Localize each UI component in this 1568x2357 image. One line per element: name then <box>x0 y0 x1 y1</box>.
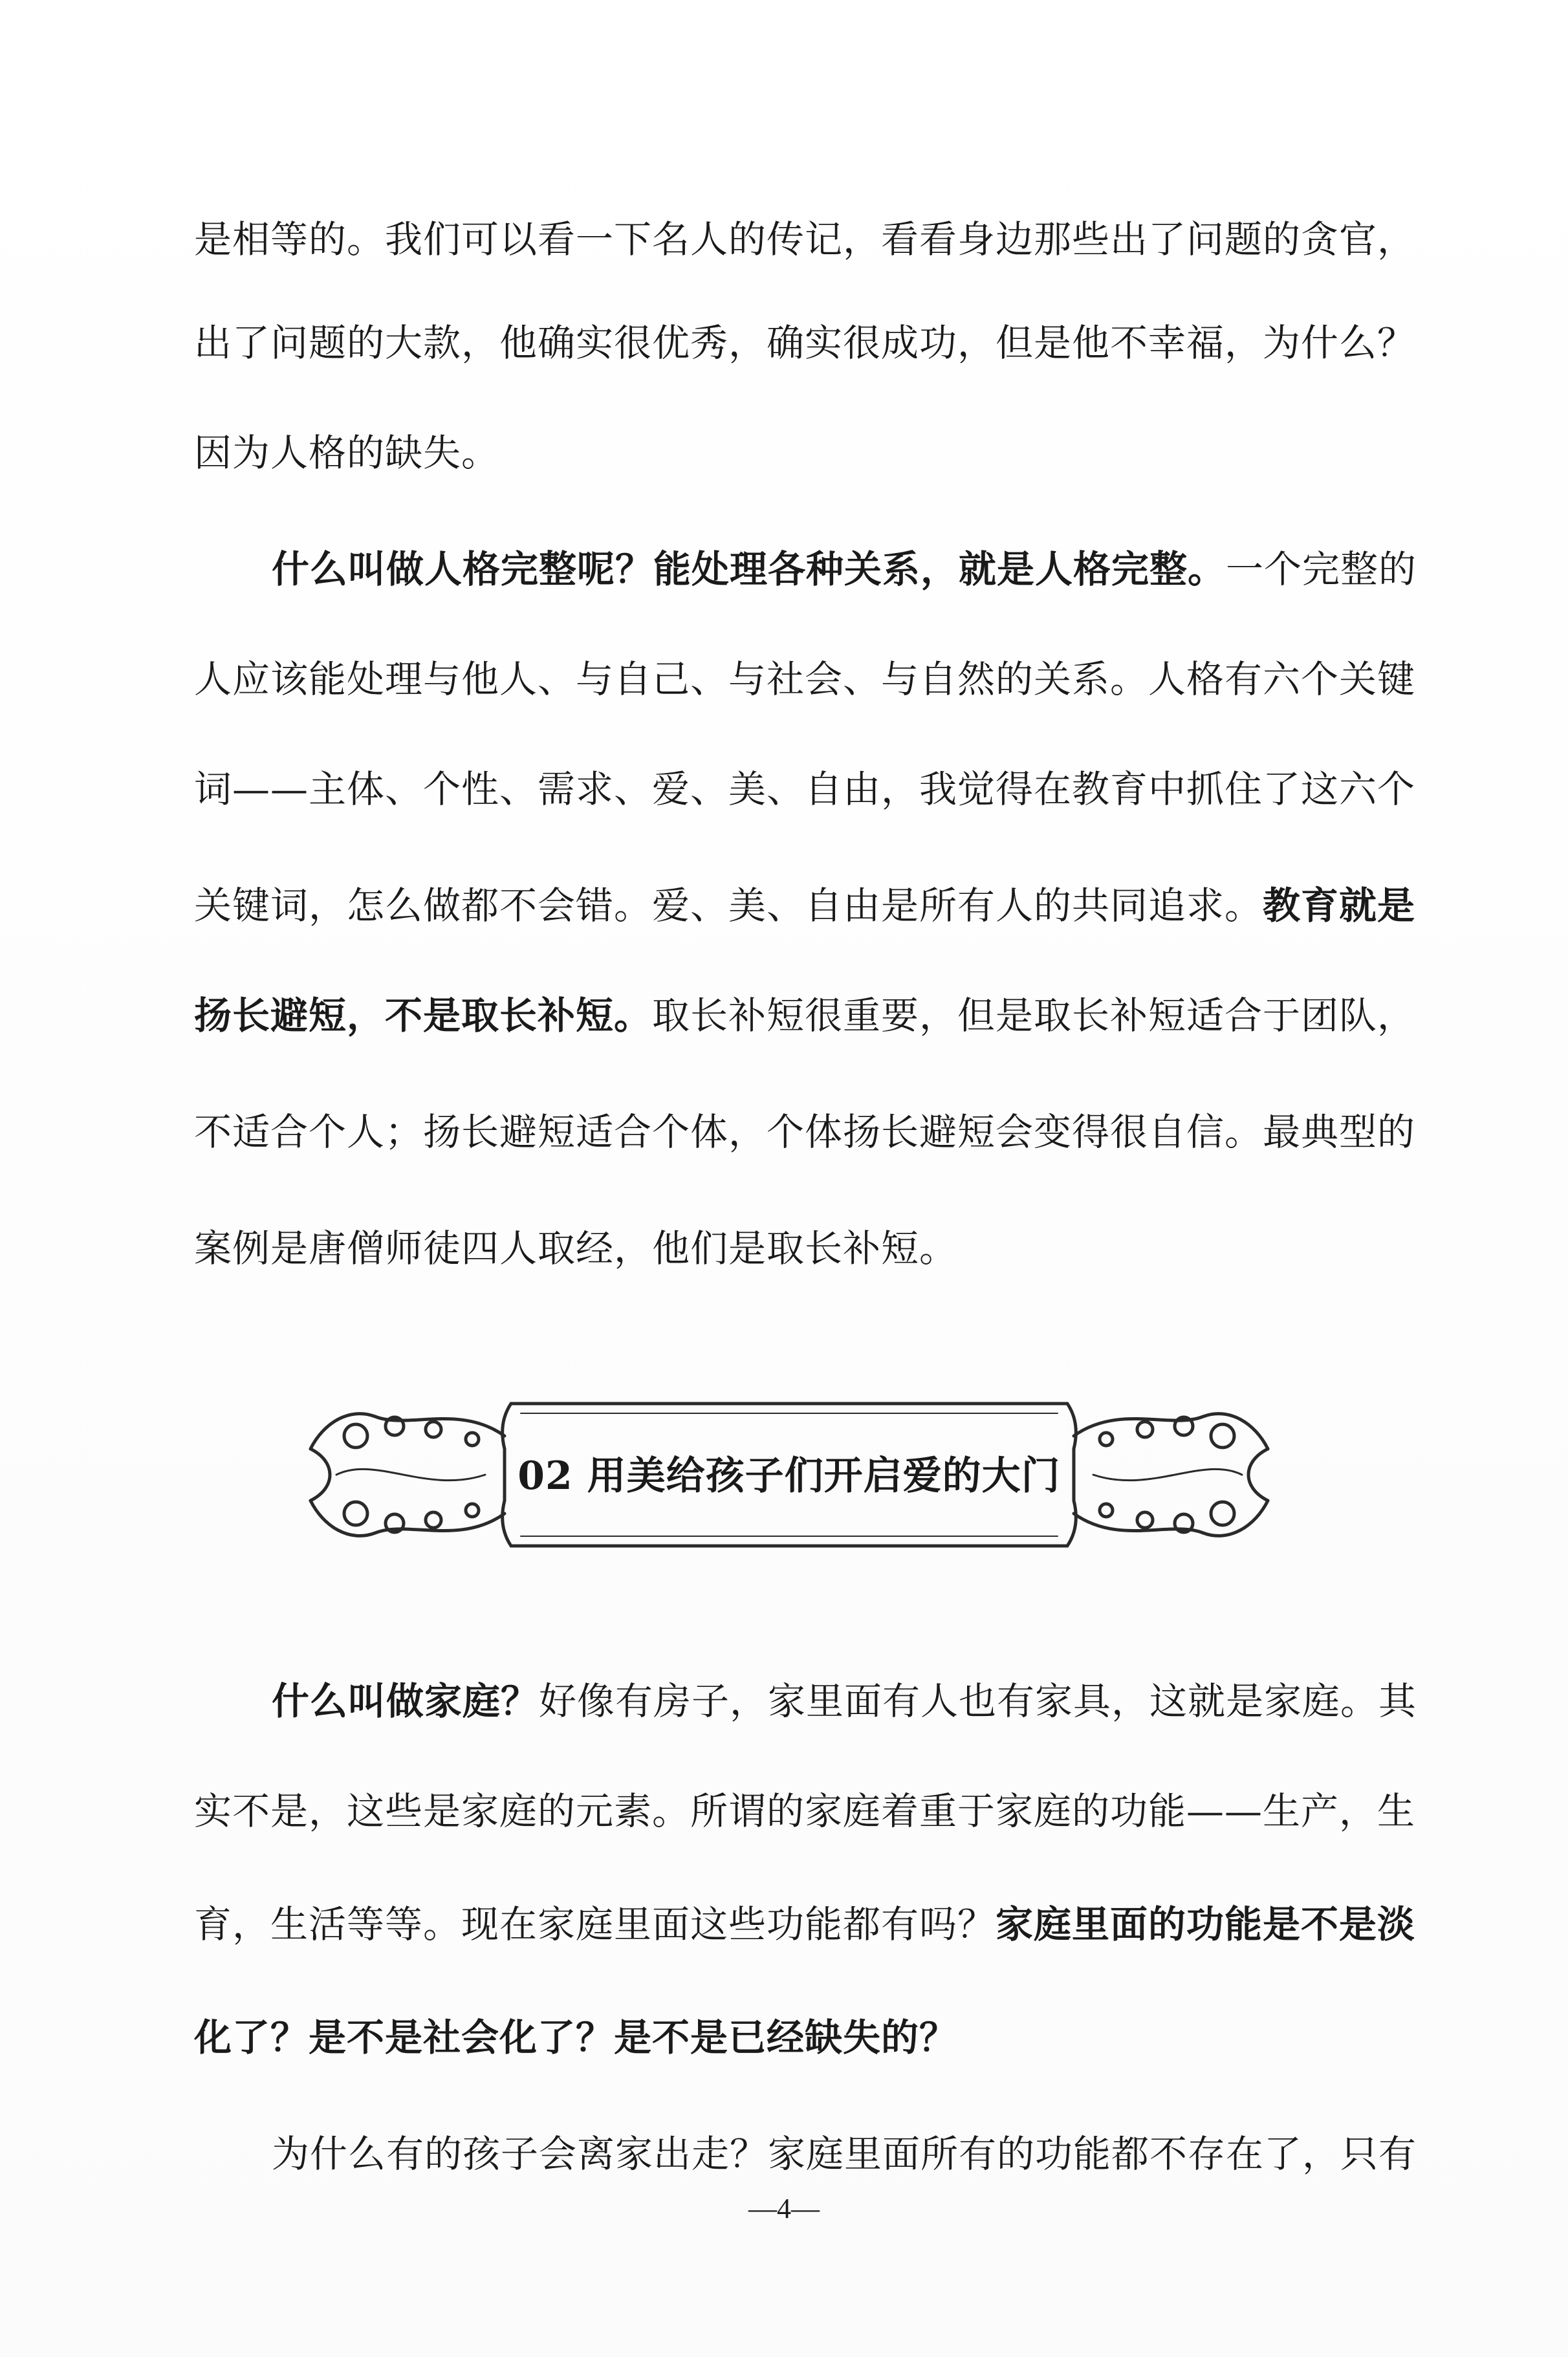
paragraph-1-line-2: 出了问题的大款，他确实很优秀，确实很成功，但是他不幸福，为什么？ <box>194 321 1416 365</box>
paragraph-3-line-1 <box>272 1675 1462 1727</box>
body-text: 取长补短很重要，但是取长补短适合于团队， <box>652 994 1416 1037</box>
paragraph-3-line-2: 实不是，这些是家庭的元素。所谓的家庭着重于家庭的功能——生产，生 <box>194 1789 1416 1833</box>
paragraph-2-line-2: 人应该能处理与他人、与自己、与社会、与自然的关系。人格有六个关键 <box>194 657 1416 701</box>
section-heading-banner <box>298 1378 1281 1572</box>
paragraph-3-line-4: 化了？是不是社会化了？是不是已经缺失的？ <box>194 2015 958 2059</box>
paragraph-2-line-3: 词——主体、个性、需求、爱、美、自由，我觉得在教育中抓住了这六个 <box>194 767 1416 811</box>
body-text: 关键词，怎么做都不会错。爱、美、自由是所有人的共同追求。 <box>194 884 1263 928</box>
paragraph-2-line-6: 不适合个人；扬长避短适合个体，个体扬长避短会变得很自信。最典型的 <box>194 1110 1416 1154</box>
body-text: 好像有房子，家里面有人也有家具，这就是家庭。其 <box>539 1679 1417 1723</box>
page-number: —4— <box>748 2193 820 2224</box>
paragraph-1-line-1: 是相等的。我们可以看一下名人的传记，看看身边那些出了问题的贪官， <box>194 217 1416 261</box>
section-heading: 02 用美给孩子们开启爱的大门 <box>517 1453 1061 1499</box>
key-point-text: 什么叫做人格完整呢？能处理各种关系，就是人格完整。 <box>272 547 1226 591</box>
paragraph-2-line-5 <box>194 990 1462 1041</box>
key-point-text: 扬长避短，不是取长补短。 <box>194 994 653 1037</box>
key-point-text: 家庭里面的功能是不是淡 <box>996 1902 1416 1946</box>
paragraph-2-line-7: 案例是唐僧师徒四人取经，他们是取长补短。 <box>194 1226 958 1270</box>
paragraph-4-line-1: 为什么有的孩子会离家出走？家庭里面所有的功能都不存在了，只有 <box>272 2132 1417 2176</box>
key-point-text: 教育就是 <box>1263 884 1416 928</box>
body-text: 一个完整的 <box>1226 547 1417 591</box>
paragraph-1-line-3: 因为人格的缺失。 <box>194 431 500 475</box>
key-point-text: 什么叫做家庭？ <box>272 1679 539 1723</box>
body-text: 育，生活等等。现在家庭里面这些功能都有吗？ <box>194 1902 996 1946</box>
paragraph-2-line-1 <box>272 543 1462 595</box>
paragraph-2-line-4 <box>194 880 1462 931</box>
paragraph-3-line-3 <box>194 1898 1462 1950</box>
